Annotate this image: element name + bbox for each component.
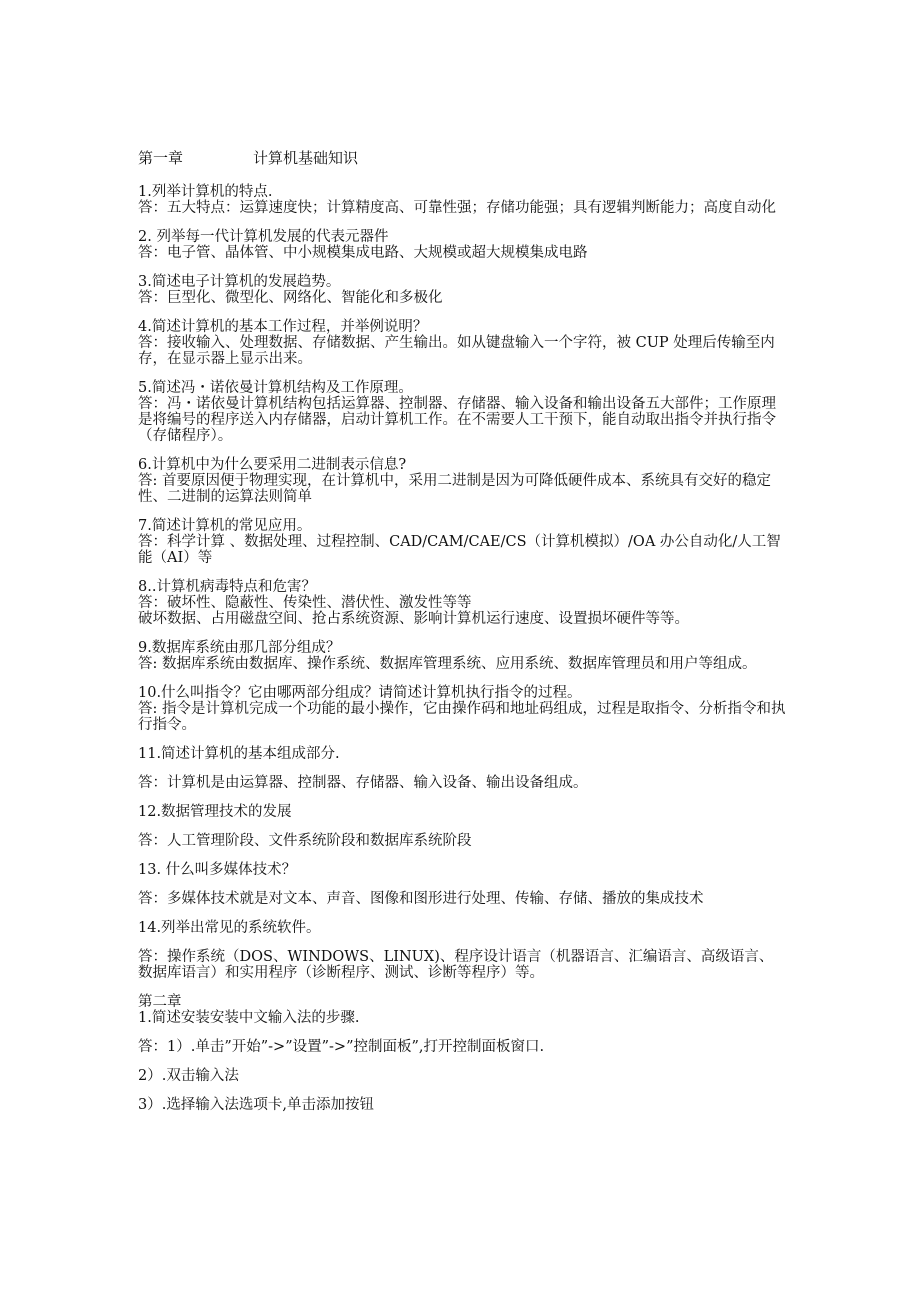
question-text: 12.数据管理技术的发展 <box>138 804 292 820</box>
question-text: 11.简述计算机的基本组成部分. <box>138 746 340 762</box>
question-text: 7.简述计算机的常见应用。 <box>138 518 312 534</box>
question-item-8 <box>138 579 786 627</box>
install-step-2: 2）.双击输入法 <box>138 1068 239 1084</box>
question-item-12 <box>138 804 786 849</box>
question-item-5 <box>138 380 786 444</box>
question-text: 10.什么叫指令？它由哪两部分组成？请简述计算机执行指令的过程。 <box>138 685 582 701</box>
question-text: 1.列举计算机的特点. <box>138 184 273 200</box>
answer-text: 答: 首要原因便于物理实现，在计算机中，采用二进制是因为可降低硬件成本、系统具有交好的稳定性、二进制的运算法则简单 <box>138 473 771 505</box>
answer-text: 答：科学计算 、数据处理、过程控制、CAD/CAM/CAE/CS（计算机模拟）/OA 办公自动化/人工智能（AI）等 <box>138 534 781 566</box>
question-text: 3.简述电子计算机的发展趋势。 <box>138 274 341 290</box>
answer-text: 答：破坏性、隐蔽性、传染性、潜伏性、激发性等等 <box>138 595 472 611</box>
answer-text: 答：接收输入、处理数据、存储数据、产生输出。如从键盘输入一个字符，被 CUP 处理后传输至内存，在显示器上显示出来。 <box>138 335 775 367</box>
answer-text: 答：计算机是由运算器、控制器、存储器、输入设备、输出设备组成。 <box>138 775 588 791</box>
question-text: 5.简述冯・诺依曼计算机结构及工作原理。 <box>138 380 413 396</box>
question-text: 14.列举出常见的系统软件。 <box>138 920 321 936</box>
install-step-1: 答：1）.单击”开始”->”设置”->”控制面板”,打开控制面板窗口. <box>138 1039 545 1055</box>
question-item-2 <box>138 229 786 261</box>
question-text: 1.简述安装安装中文输入法的步骤. <box>138 1010 360 1026</box>
question-text: 8..计算机病毒特点和危害？ <box>138 579 316 595</box>
answer-text: 答：冯・诺依曼计算机结构包括运算器、控制器、存储器、输入设备和输出设备五大部件；工作原理是将编号的程序送入内存储器，启动计算机工作。在不需要人工干预下，能自动取出指令并执行指令（存储程序）。 <box>138 396 776 444</box>
answer-text: 答：五大特点：运算速度快；计算精度高、可靠性强；存储功能强；具有逻辑判断能力；高度自动化 <box>138 200 776 216</box>
question-item-3 <box>138 274 786 306</box>
question-text: 6.计算机中为什么要采用二进制表示信息? <box>138 457 407 473</box>
question-item-14 <box>138 920 786 981</box>
question-text: 2. 列举每一代计算机发展的代表元器件 <box>138 229 389 245</box>
chapter2-label: 第二章 <box>138 994 182 1010</box>
question-text: 13. 什么叫多媒体技术？ <box>138 862 297 878</box>
chapter1-label: 第一章 <box>138 149 184 167</box>
answer-text: 答: 数据库系统由数据库、操作系统、数据库管理系统、应用系统、数据库管理员和用户等组成。 <box>138 656 757 672</box>
answer-text: 答：巨型化、微型化、网络化、智能化和多极化 <box>138 290 443 306</box>
answer-text: 答：人工管理阶段、文件系统阶段和数据库系统阶段 <box>138 833 472 849</box>
question-item-6 <box>138 457 786 505</box>
chapter2-block <box>138 994 786 1026</box>
question-item-9 <box>138 640 786 672</box>
answer-extra-text: 破坏数据、占用磁盘空间、抢占系统资源、影响计算机运行速度、设置损坏硬件等等。 <box>138 611 689 627</box>
chapter1-title: 计算机基础知识 <box>253 149 359 167</box>
chapter1-heading <box>138 150 786 167</box>
question-item-10 <box>138 685 786 733</box>
answer-text: 答: 指令是计算机完成一个功能的最小操作，它由操作码和地址码组成，过程是取指令、分析指令和执行指令。 <box>138 701 786 733</box>
answer-text: 答：操作系统（DOS、WINDOWS、LINUX)、程序设计语言（机器语言、汇编语言、高级语言、数据库语言）和实用程序（诊断程序、测试、诊断等程序）等。 <box>138 949 774 981</box>
install-step-3: 3）.选择输入法选项卡,单击添加按钮 <box>138 1097 374 1113</box>
question-text: 4.简述计算机的基本工作过程，并举例说明？ <box>138 319 428 335</box>
question-item-13 <box>138 862 786 907</box>
question-item-7 <box>138 518 786 566</box>
question-item-1 <box>138 184 786 216</box>
document-page <box>138 150 786 1126</box>
question-item-4 <box>138 319 786 367</box>
answer-text: 答：电子管、晶体管、中小规模集成电路、大规模或超大规模集成电路 <box>138 245 588 261</box>
question-text: 9.数据库系统由那几部分组成？ <box>138 640 341 656</box>
question-item-11 <box>138 746 786 791</box>
answer-text: 答：多媒体技术就是对文本、声音、图像和图形进行处理、传输、存储、播放的集成技术 <box>138 891 704 907</box>
